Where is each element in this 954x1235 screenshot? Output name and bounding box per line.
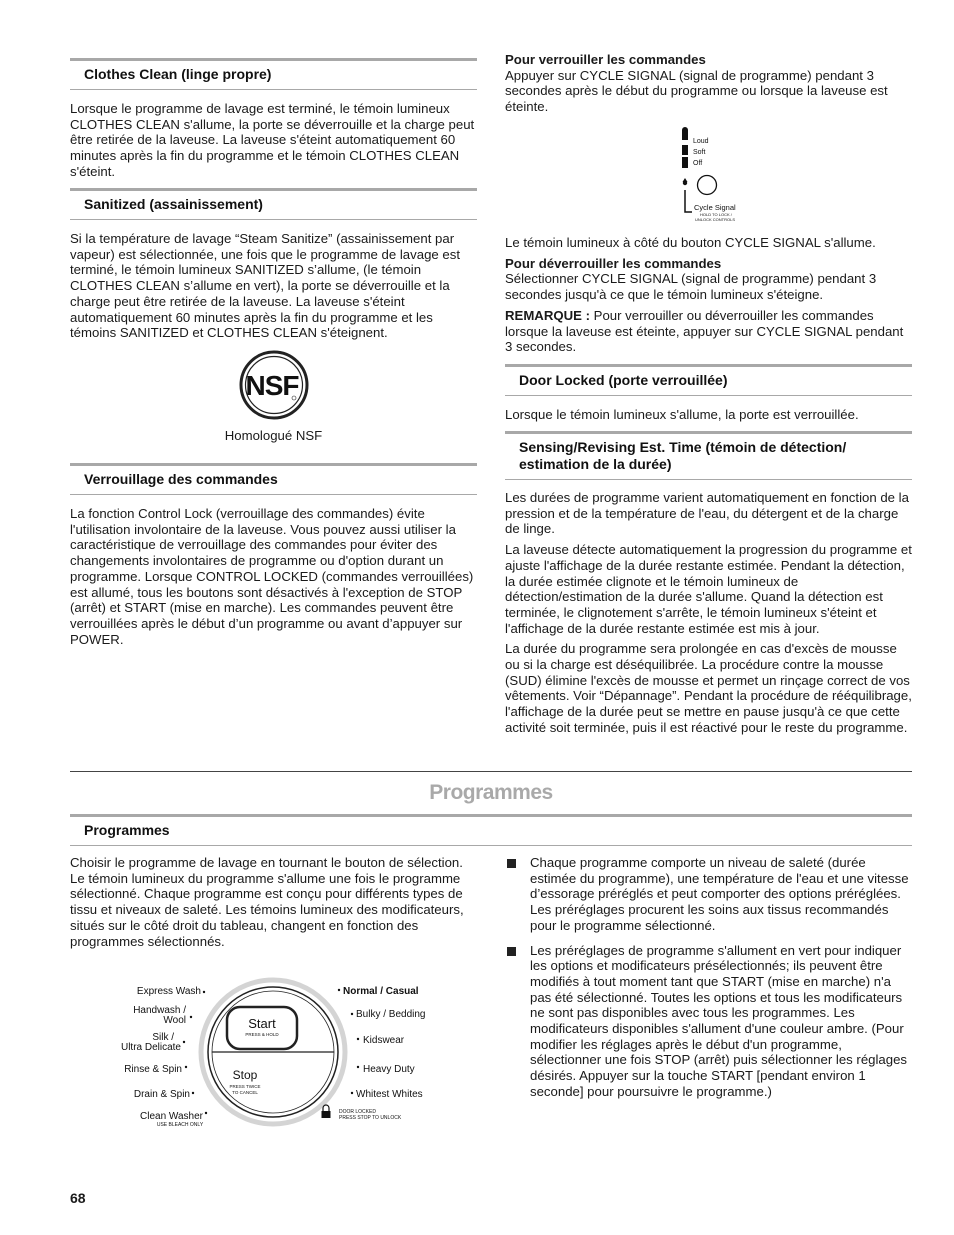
level-loud: Loud [693, 138, 709, 145]
lock-light-text: Le témoin lumineux à côté du bouton CYCLE SIGNAL s'allume. [505, 235, 876, 250]
stop-sub-1: PRESS TWICE [229, 1084, 261, 1089]
sensing-paragraph-3: La durée du programme sera prolongée en cas d'excès de mousse ou si la charge est déséquilibrée. La procédure contre la mousse (SUD) élimine l'excès de mousse et permet un rinçage correct de vos vêtements. Voir “Dépannage”. Pendant la procédure de rééquilibrage, l'affichage de la durée peut se mettre en pause jusqu'à ce que cette activité soit terminée, puis il est réactivé pour le reste du programme. [505, 641, 912, 735]
bullet-square-icon [507, 859, 516, 868]
cycle-silk: Silk / [152, 1032, 174, 1043]
programmes-title: Programmes [429, 781, 553, 804]
door-lock-icon [322, 1105, 331, 1118]
left-column [70, 58, 477, 180]
page-number: 68 [70, 1190, 86, 1206]
door-locked-section [505, 364, 912, 423]
cycle-signal-sub-1: HOLD TO LOCK / [700, 212, 732, 217]
stop-sub-2: TO CANCEL [232, 1090, 258, 1095]
door-locked-text: Lorsque le témoin lumineux s'allume, la porte est verrouillée. [505, 407, 859, 422]
cycle-signal-label: Cycle Signal [694, 203, 736, 212]
cycle-bulky-bedding: Bulky / Bedding [356, 1009, 426, 1020]
section-heading-control-lock: Verrouillage des commandes [70, 463, 477, 495]
bullet-item [505, 943, 912, 1100]
nsf-caption: Homologué NSF [224, 428, 323, 443]
bullet-item [505, 855, 912, 934]
start-sub-label: PRESS & HOLD [245, 1032, 279, 1037]
sanitized-text: Si la température de lavage “Steam Sanitize” (assainissement par vapeur) est sélectionnée, une fois que le programme de lavage est terminé, le témoin lumineux SANITIZED s’allume, (le témoin CLOTHES CLEAN s’allume en vert), la porte se déverrouille et la charge peut être retirée de la laveuse. La laveuse s'éteint automatiquement 60 minutes après la fin du programme et les témoins SANITIZED et CLOTHES CLEAN s'éteignent. [70, 231, 460, 341]
cycle-handwash: Handwash / [133, 1005, 186, 1016]
level-soft: Soft [693, 149, 706, 156]
bullet-square-icon [507, 947, 516, 956]
sensing-title-line1: Sensing/Revising Est. Time (témoin de détection/ [519, 439, 847, 455]
unlock-text: Sélectionner CYCLE SIGNAL (signal de programme) pendant 3 secondes jusqu'à ce que le témoin lumineux s'éteigne. [505, 271, 877, 303]
level-off: Off [693, 160, 703, 167]
section-heading-sanitized: Sanitized (assainissement) [70, 188, 477, 220]
section-heading-door-locked: Door Locked (porte verrouillée) [505, 364, 912, 396]
nsf-logo [239, 350, 309, 420]
clothes-clean-text: Lorsque le programme de lavage est terminé, le témoin lumineux CLOTHES CLEAN s'allume, la porte se déverrouille et la charge peut être retirée de la laveuse. La laveuse s'éteint automatiquement 60 minutes après la fin du programme et le témoin CLOTHES CLEAN s'éteint. [70, 101, 475, 179]
door-unlock-label: PRESS STOP TO UNLOCK [339, 1115, 402, 1121]
bullet-text-1: Chaque programme comporte un niveau de saleté (durée estimée du programme), une température de l'eau et une vitesse d’essorage préréglés et peut comporter des options préréglées. Les préréglages procurent les soins aux tissus recommandés pour le programme sélectionné. [530, 855, 909, 933]
sanitized-section [70, 188, 477, 341]
section-heading-programmes: Programmes [70, 814, 912, 846]
programmes-bullets [505, 855, 912, 1100]
cycle-dial-diagram [110, 976, 440, 1128]
cycle-rinse-spin: Rinse & Spin [124, 1064, 182, 1075]
cycle-drain-spin: Drain & Spin [133, 1089, 190, 1100]
section-heading-sensing [505, 431, 912, 480]
lock-text: Appuyer sur CYCLE SIGNAL (signal de programme) pendant 3 secondes après le début du programme ou lorsque la laveuse est éteinte. [505, 67, 888, 115]
remark-text [505, 308, 912, 355]
section-heading-clothes-clean: Clothes Clean (linge propre) [70, 58, 477, 90]
programmes-intro: Choisir le programme de lavage en tournant le bouton de sélection. Le témoin lumineux du programme s'allume une fois le programme sélectionné. Chaque programme est conçu pour différents types de tissu et niveaux de saleté. Les témoins lumineux des modificateurs, situés sur le côté droit du tableau, changent en fonction des programmes sélectionnés. [70, 855, 464, 949]
cycle-whitest-whites: Whitest Whites [356, 1089, 423, 1100]
cycle-wool: Wool [163, 1015, 186, 1026]
sensing-paragraph-2: La laveuse détecte automatiquement la progression du programme et ajuste l'affichage de la durée restante estimée. Pendant la détection, la durée estimée clignote et le témoin lumineux de détection/estimation de la durée s'allume. Quand la détection est terminée, le clignotement s'arrête, le témoin lumineux s'éteint et l'affichage de la durée restante estimée est mis à jour. [505, 542, 912, 636]
cycle-ultra-delicate: Ultra Delicate [120, 1042, 181, 1053]
control-lock-section [70, 463, 477, 647]
cycle-signal-sub-2: UNLOCK CONTROLS [695, 217, 736, 222]
remark-label: REMARQUE : [505, 307, 590, 323]
programmes-subheader [70, 814, 912, 846]
door-locked-label: DOOR LOCKED [339, 1109, 376, 1115]
lock-instructions [505, 52, 912, 115]
cycle-kidswear: Kidswear [363, 1035, 405, 1046]
lock-heading: Pour verrouiller les commandes [505, 52, 706, 67]
remark-body: Pour verrouiller ou déverrouiller les commandes lorsque la laveuse est éteinte, appuyer sur CYCLE SIGNAL pendant 3 secondes. [505, 307, 904, 355]
cycle-clean-washer-sub: USE BLEACH ONLY [156, 1122, 204, 1128]
unlock-heading: Pour déverrouiller les commandes [505, 255, 722, 271]
cycle-express-wash: Express Wash [136, 986, 201, 997]
stop-label: Stop [232, 1068, 258, 1082]
cycle-signal-diagram [676, 126, 746, 222]
programmes-divider [70, 771, 912, 772]
cycle-normal-casual: Normal / Casual [343, 986, 419, 997]
bullet-text-2: Les préréglages de programme s'allument en vert pour indiquer les options et modificateurs présélectionnés; ils peuvent être modifiés à tout moment tant que START (mise en marche) n'a pas été sélectionné. Toutes les options et tous les modificateurs ne sont pas disponibles avec tous les programmes. Les modificateurs disponibles s'allument d'une couleur ambre. (Pour modifier les réglages après le début d'un programme, sélectionner une fois STOP (arrêt) puis sélectionner les réglages désirés. Appuyer sur la touche START [pendant environ 1 seconde] pour poursuivre le programme.) [530, 942, 908, 1099]
cycle-clean-washer: Clean Washer [140, 1111, 203, 1122]
start-label: Start [248, 1016, 276, 1031]
control-lock-text: La fonction Control Lock (verrouillage des commandes) évite l'utilisation involontaire de la laveuse. Vous pouvez aussi utiliser la caractéristique de verrouillage des commandes pour éviter des changements involontaires de programme ou d'option durant un programme. Lorsque CONTROL LOCKED (commandes verrouillées) est allumé, tous les boutons sont désactivés à l'exception de STOP (arrêt) et START (mise en marche). Les commandes peuvent être verrouillées après le début d’un programme ou avant d’appuyer sur POWER. [70, 506, 474, 647]
nsf-logo-text: NSF [245, 370, 299, 401]
programmes-intro-block [70, 855, 477, 949]
sensing-section [505, 431, 912, 736]
sensing-paragraph-1: Les durées de programme varient automatiquement en fonction de la pression et de la température de l'eau, du détergent et de la charge de linge. [505, 490, 909, 537]
cycle-heavy-duty: Heavy Duty [363, 1064, 415, 1075]
unlock-instructions [505, 235, 912, 355]
sensing-title-line2: estimation de la durée) [519, 456, 672, 472]
